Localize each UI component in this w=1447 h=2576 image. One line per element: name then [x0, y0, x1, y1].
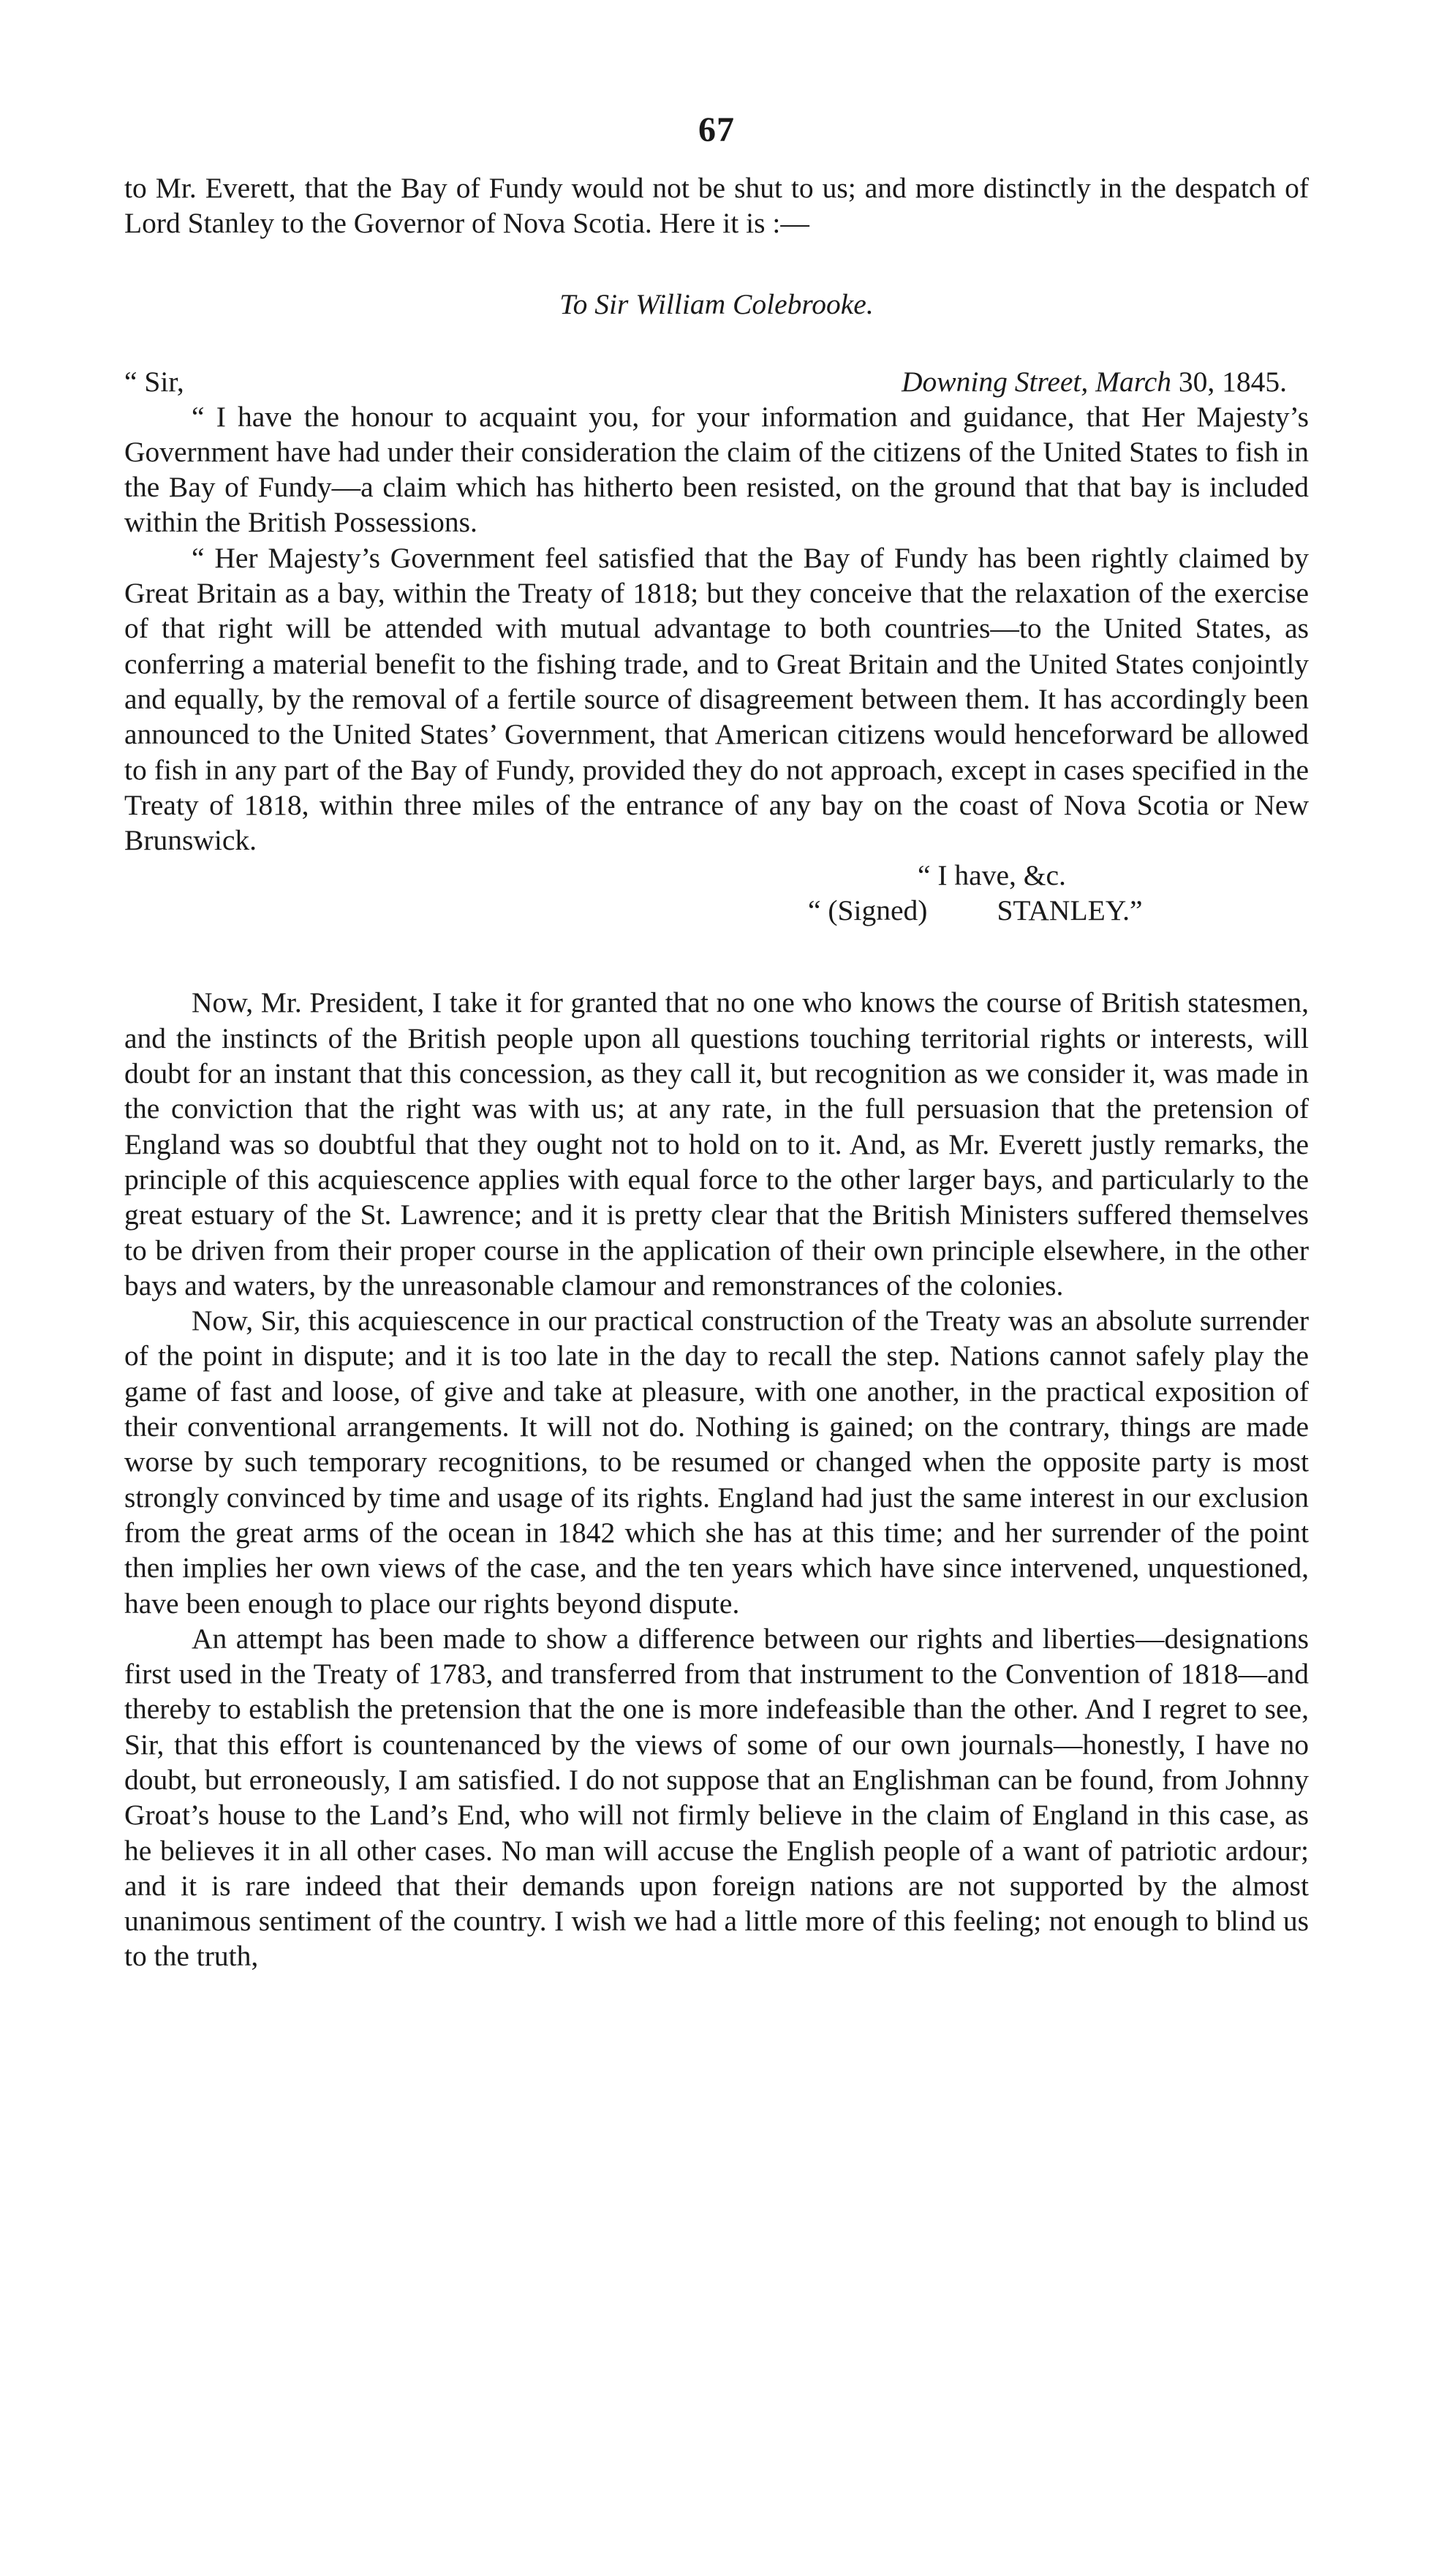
body-paragraph: Now, Sir, this acquiescence in our practical construction of the Treaty was an absolute surrender of the point in dispute; and it is too late in the day to recall the step. Nations cannot safely play the game of fast and loose, of give and take at pleasure, with one another, in the practical exposition of their conventional arrangements. It will not do. Nothing is gained; on the contrary, things are made worse by such temporary recognitions, to be resumed or changed when the opposite party is most strongly convinced by time and usage of its rights. England had just the same interest in our exclusion from the great arms of the ocean in 1842 which she has at this time; and her surrender of the point then implies her own views of the case, and the ten years which have since intervened, unquestioned, have been enough to place our rights beyond dispute. — [124, 1304, 1309, 1620]
letter-date-place: Downing Street, March — [902, 365, 1171, 398]
letter-address: To Sir William Colebrooke. — [559, 287, 874, 320]
letter-paragraph: “ I have the honour to acquaint you, for your information and guidance, that Her Majesty’s Government have had under their consideration the claim of the citizens of the United States to fish in the Bay of Fundy—a claim which has hitherto been resisted, on the ground that that bay is included within the British Possessions. — [124, 400, 1309, 539]
intro-paragraph: to Mr. Everett, that the Bay of Fundy would not be shut to us; and more distinctly in the despatch of Lord Stanley to the Governor of Nova Scotia. Here it is :— — [124, 172, 1309, 240]
body-paragraph: Now, Mr. President, I take it for granted that no one who knows the course of British statesmen, and the instincts of the British people upon all questions touching territorial rights or interests, will doubt for an instant that this concession, as they call it, but recognition as we consider it, was made in the conviction that the right was with us; at any rate, in the full persuasion that the pretension of England was so doubtful that they ought not to hold on to it. And, as Mr. Everett justly remarks, the principle of this acquiescence applies with equal force to the other larger bays, and particularly to the great estuary of the St. Lawrence; and it is pretty clear that the British Ministers suffered themselves to be driven from their proper course in the application of their own principle elsewhere, in the other bays and waters, by the unreasonable clamour and remonstrances of the colonies. — [124, 986, 1309, 1302]
letter-closing: “ I have, &c. — [918, 859, 1066, 892]
document-page — [124, 110, 1309, 1974]
page-number: 67 — [698, 110, 735, 149]
letter-salutation: “ Sir, — [124, 365, 184, 398]
signer-name: STANLEY.” — [997, 894, 1143, 927]
letter-signature — [124, 893, 1309, 928]
letter-paragraph: “ Her Majesty’s Government feel satisfied that the Bay of Fundy has been rightly claimed by Great Britain as a bay, within the Treaty of 1818; but they conceive that the relaxation of the exercise of that right will be attended with mutual advantage to both countries—to the United States, as conferring a material benefit to the fishing trade, and to Great Britain and the United States conjointly and equally, by the removal of a fertile source of disagreement between them. It has accordingly been announced to the United States’ Government, that American citizens would henceforward be allowed to fish in any part of the Bay of Fundy, provided they do not approach, except in cases specified in the Treaty of 1818, within three miles of the entrance of any bay on the coast of Nova Scotia or New Brunswick. — [124, 541, 1309, 857]
letter-dateline — [902, 364, 1309, 399]
section-break — [124, 928, 1309, 985]
body-paragraph: An attempt has been made to show a difference between our rights and liberties—designations first used in the Treaty of 1783, and transferred from that instrument to the Convention of 1818—and thereby to establish the pretension that the one is more indefeasible than the other. And I regret to see, Sir, that this effort is countenanced by the views of some of our own journals—honestly, I have no doubt, but erroneously, I am satisfied. I do not suppose that an Englishman can be found, from Johnny Groat’s house to the Land’s End, who will not firmly believe in the claim of England in this case, as he believes it in all other cases. No man will accuse the English people of a want of patriotic ardour; and it is rare indeed that their demands upon foreign nations are not supported by the almost unanimous sentiment of the country. I wish we had a little more of this feeling; not enough to blind us to the truth, — [124, 1622, 1309, 1973]
letter-date: 30, 1845. — [1178, 365, 1287, 398]
signed-label: “ (Signed) — [808, 894, 928, 927]
letter-heading — [124, 364, 1309, 399]
